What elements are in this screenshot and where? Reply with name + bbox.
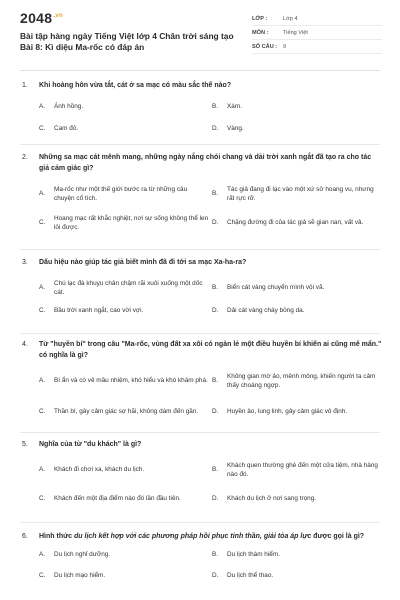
option-text: Xám. xyxy=(227,103,242,110)
option-b[interactable] xyxy=(212,460,382,480)
site-logo[interactable] xyxy=(20,10,63,26)
meta-row-grade xyxy=(252,12,382,26)
question-number: 4. xyxy=(22,341,28,348)
option-text: Thần bí, gây cảm giác sợ hãi, không dám đến gần. xyxy=(54,408,199,416)
option-c[interactable] xyxy=(39,303,209,319)
option-letter: D. xyxy=(212,408,219,416)
question-divider xyxy=(20,249,380,250)
option-letter: B. xyxy=(212,284,219,292)
question-number: 2. xyxy=(22,154,28,161)
option-text: Ma-rốc như một thế giới bước ra từ những câu chuyện cổ tích. xyxy=(54,185,188,202)
page-header xyxy=(0,0,400,62)
question-text-italic: du lịch kết hợp với các phương pháp hồi phục tinh thần, giải tỏa áp lực xyxy=(74,533,312,540)
option-letter: C. xyxy=(39,307,46,315)
logo-main: 2048 xyxy=(20,10,53,26)
question-divider xyxy=(20,432,380,433)
option-a[interactable] xyxy=(39,184,209,204)
meta-row-subject xyxy=(252,26,382,40)
option-a[interactable] xyxy=(39,102,209,112)
question-text: Từ "huyền bí" trong câu "Ma-rốc, vùng đất xa xôi có ngàn lẻ một điều huyền bí khiến ai cũng mê mẩn." có nghĩa là gì? xyxy=(39,341,382,359)
option-c[interactable] xyxy=(39,571,209,581)
option-c[interactable] xyxy=(39,213,209,233)
option-letter: D. xyxy=(212,495,219,503)
question-number: 3. xyxy=(22,259,28,266)
option-text: Du lịch thể thao. xyxy=(227,572,274,579)
question-text-prefix: Hình thức xyxy=(39,533,75,540)
option-text: Du lịch nghỉ dưỡng. xyxy=(54,551,111,558)
meta-key: LỚP : xyxy=(252,15,268,22)
option-letter: A. xyxy=(39,377,46,385)
option-text: Chặng đường đi của tác giả sẽ gian nan, vất vả. xyxy=(227,219,364,227)
option-letter: A. xyxy=(39,466,46,474)
option-text: Bí ẩn và có vẻ mầu nhiệm, khó hiểu và khó khám phá. xyxy=(54,377,208,385)
option-letter: B. xyxy=(212,190,219,198)
option-b[interactable] xyxy=(212,184,382,204)
option-letter: D. xyxy=(212,307,219,315)
option-text: Khách du lịch ở nơi sang trọng. xyxy=(227,495,317,503)
option-letter: B. xyxy=(212,466,219,474)
option-text: Bầu trời xanh ngắt, cao vời vợi. xyxy=(54,307,144,315)
option-b[interactable] xyxy=(212,550,382,560)
question-text: Dấu hiệu nào giúp tác giả biết mình đã đi tới sa mạc Xa-ha-ra? xyxy=(39,259,247,266)
option-letter: D. xyxy=(212,219,219,227)
question-text: Khi hoàng hôn vừa tắt, cát ở sa mạc có màu sắc thế nào? xyxy=(39,82,232,89)
option-c[interactable] xyxy=(39,402,209,422)
question-3 xyxy=(22,257,382,328)
meta-value: Lớp 4 xyxy=(283,15,298,22)
question-divider xyxy=(20,144,380,145)
option-d[interactable] xyxy=(212,489,382,509)
question-text-suffix: được gọi là gì? xyxy=(311,533,365,540)
option-b[interactable] xyxy=(212,371,382,391)
option-text: Khách đến một địa điểm nào đó lần đầu tiên. xyxy=(54,495,181,503)
option-letter: A. xyxy=(39,103,46,110)
document-title: Bài tập hàng ngày Tiếng Việt lớp 4 Chân trời sáng tạo Bài 8: Kì diệu Ma-rốc có đáp án xyxy=(20,31,234,52)
meta-value: Tiếng Việt xyxy=(283,29,308,36)
question-divider xyxy=(20,522,380,523)
question-text: Những sa mạc cát mênh mang, những ngày nắng chói chang và dải trời xanh ngắt đã tạo ra cho tác giả cảm giác gì? xyxy=(39,154,372,172)
question-number: 5. xyxy=(22,441,28,448)
question-1 xyxy=(22,80,382,141)
option-letter: D. xyxy=(212,572,219,579)
option-letter: B. xyxy=(212,377,219,385)
option-text: Ánh hồng. xyxy=(54,103,84,110)
option-a[interactable] xyxy=(39,371,209,391)
option-d[interactable] xyxy=(212,213,382,233)
option-text: Biển cát vàng chuyển mình vội vã. xyxy=(227,284,325,292)
option-letter: C. xyxy=(39,125,46,132)
question-number: 1. xyxy=(22,82,28,89)
meta-value: 9 xyxy=(283,43,287,50)
question-6 xyxy=(22,531,382,590)
option-letter: A. xyxy=(39,551,46,558)
option-d[interactable] xyxy=(212,571,382,581)
option-letter: A. xyxy=(39,284,46,292)
question-5 xyxy=(22,439,382,518)
option-c[interactable] xyxy=(39,489,209,509)
option-letter: B. xyxy=(212,551,219,558)
question-number: 6. xyxy=(22,533,28,540)
question-text: Nghĩa của từ "du khách" là gì? xyxy=(39,441,142,448)
option-letter: A. xyxy=(39,190,46,198)
option-a[interactable] xyxy=(39,550,209,560)
logo-suffix: .vn xyxy=(53,13,63,20)
meta-key: SỐ CÂU : xyxy=(252,43,278,50)
option-letter: B. xyxy=(212,103,219,110)
option-text: Tác giả đang đi lạc vào một xứ sở hoang vu, nhưng rất rực rỡ. xyxy=(227,185,374,202)
option-d[interactable] xyxy=(212,402,382,422)
option-b[interactable] xyxy=(212,102,382,112)
option-a[interactable] xyxy=(39,278,209,298)
meta-table xyxy=(252,12,382,54)
option-text: Huyền ảo, lung linh, gây cảm giác vô định. xyxy=(227,408,348,416)
option-text: Chú lạc đà khuỵu chân chậm rãi xuôi xuống một dốc cát. xyxy=(54,279,203,296)
option-text: Khách đi chơi xa, khách du lịch. xyxy=(54,466,145,474)
option-text: Vàng. xyxy=(227,125,244,132)
option-letter: D. xyxy=(212,125,219,132)
meta-key: MÔN : xyxy=(252,29,269,36)
option-b[interactable] xyxy=(212,278,382,298)
option-text: Không gian mờ ảo, mênh mông, khiến người ta cảm thấy choáng ngợp. xyxy=(227,372,376,389)
option-text: Hoang mạc rất khắc nghiệt, nơi sự sống không thể len lỏi được. xyxy=(54,214,209,231)
option-letter: C. xyxy=(39,572,46,579)
question-2 xyxy=(22,152,382,242)
option-d[interactable] xyxy=(212,124,382,134)
option-text: Khách quen thường ghé đến một cửa tiệm, nhà hàng nào đó. xyxy=(227,461,378,478)
option-d[interactable] xyxy=(212,303,382,319)
question-divider xyxy=(20,333,380,334)
option-text: Du lịch thám hiểm. xyxy=(227,551,280,558)
option-letter: C. xyxy=(39,219,46,227)
option-letter: C. xyxy=(39,408,46,416)
option-text: Cam đỏ. xyxy=(54,125,79,132)
option-text: Dải cát vàng cháy bỏng da. xyxy=(227,307,305,315)
question-4 xyxy=(22,339,382,433)
option-text: Du lịch mạo hiểm. xyxy=(54,572,106,579)
question-text xyxy=(39,531,382,542)
option-letter: C. xyxy=(39,495,46,503)
option-a[interactable] xyxy=(39,460,209,480)
header-divider xyxy=(20,70,380,71)
meta-row-count xyxy=(252,40,382,54)
option-c[interactable] xyxy=(39,124,209,134)
